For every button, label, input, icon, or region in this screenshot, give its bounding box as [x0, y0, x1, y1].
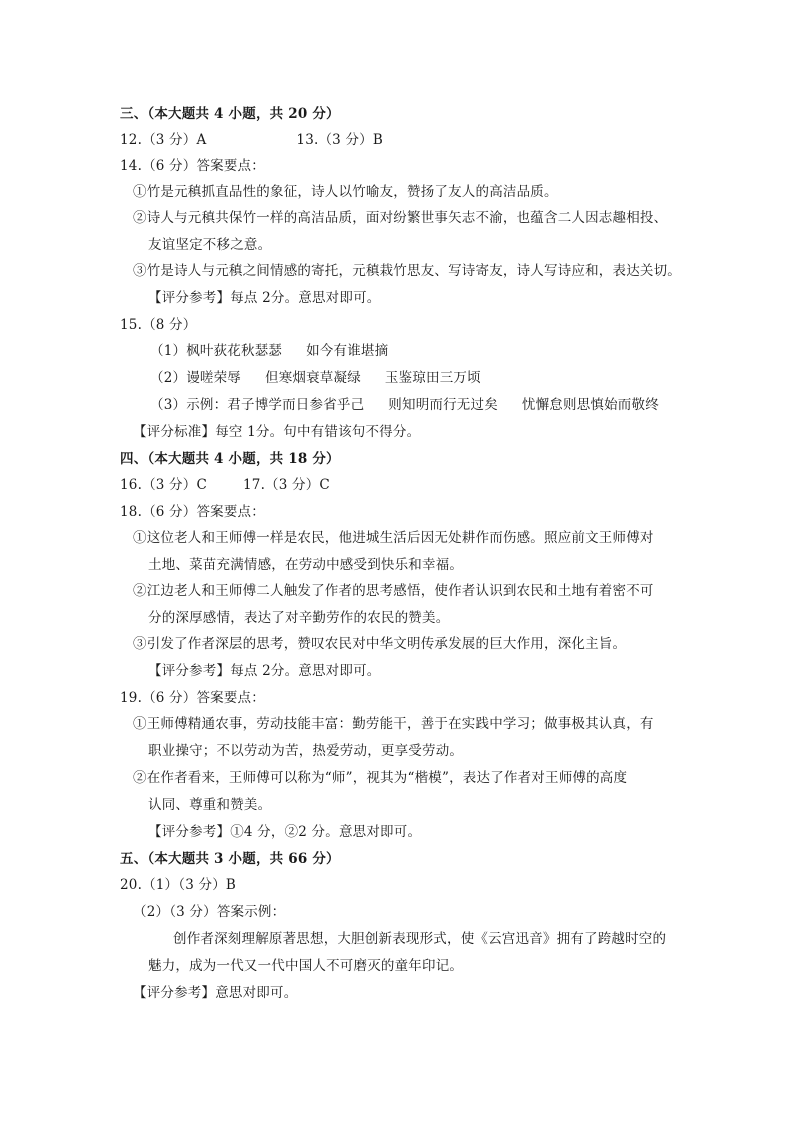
q18-heading: 18.（6 分）答案要点： — [120, 504, 265, 520]
q20-part-2-heading: （2）（3 分）答案示例： — [133, 904, 286, 920]
q15-row-3 — [150, 395, 659, 415]
q15-3-blank-b: 则知明而行无过矣 — [388, 397, 498, 413]
q19-point-1: ①王师傅精通农事，劳动技能丰富：勤劳能干，善于在实践中学习；做事极其认真，有 — [133, 716, 654, 732]
q15-row-1 — [150, 341, 388, 361]
q14-scoring-note: 【评分参考】每点 2分。意思对即可。 — [148, 290, 381, 306]
q20-scoring-note: 【评分参考】意思对即可。 — [133, 985, 298, 1001]
q19-point-2: ②在作者看来，王师傅可以称为“师”，视其为“楷模”，表达了作者对王师傅的高度 — [133, 770, 628, 786]
q18-point-1-cont: 土地、菜苗充满情感，在劳动中感受到快乐和幸福。 — [148, 557, 464, 573]
q15-2-blank-c: 玉鉴琼田三万顷 — [384, 370, 481, 386]
q18-scoring-note: 【评分参考】每点 2分。意思对即可。 — [148, 663, 381, 679]
q14-heading: 14.（6 分）答案要点： — [120, 158, 265, 174]
section-5-heading: 五、（本大题共 3 小题，共 66 分） — [120, 851, 340, 867]
q15-2-blank-b: 但寒烟衰草凝绿 — [265, 370, 361, 386]
q20-answer-line-1: 创作者深刻理解原著思想，大胆创新表现形式，使《云宫迅音》拥有了跨越时空的 — [173, 931, 667, 947]
q18-point-2: ②江边老人和王师傅二人触发了作者的思考感悟，使作者认识到农民和土地有着密不可 — [133, 583, 654, 599]
q19-heading: 19.（6 分）答案要点： — [120, 690, 265, 706]
q16-answer: 16.（3 分）C — [120, 477, 207, 493]
q15-1-blank-b: 如今有谁堪摘 — [306, 343, 389, 359]
q19-point-2-cont: 认同、尊重和赞美。 — [148, 797, 272, 813]
section-3-heading: 三、（本大题共 4 小题，共 20 分） — [120, 106, 340, 122]
q18-point-2-cont: 分的深厚感情，表达了对辛勤劳作的农民的赞美。 — [148, 610, 450, 626]
q15-row-2 — [150, 368, 481, 388]
q15-3-blank-c: 忧懈怠则思慎始而敬终 — [521, 397, 659, 413]
q18-point-3: ③引发了作者深层的思考，赞叹农民对中华文明传承发展的巨大作用，深化主旨。 — [133, 636, 627, 652]
q18-point-1: ①这位老人和王师傅一样是农民，他进城生活后因无处耕作而伤感。照应前文王师傅对 — [133, 530, 654, 546]
q16-17-answers — [120, 475, 330, 495]
q15-scoring-note: 【评分标准】每空 1分。句中有错该句不得分。 — [133, 424, 421, 440]
q12-13-answers — [120, 130, 383, 150]
q15-1-blank-a: （1）枫叶荻花秋瑟瑟 — [150, 343, 283, 359]
q15-heading: 15.（8 分） — [120, 317, 197, 333]
q17-answer: 17.（3 分）C — [242, 477, 330, 493]
q15-3-blank-a: （3）示例：君子博学而日参省乎己 — [150, 397, 365, 413]
q19-point-1-cont: 职业操守；不以劳动为苦，热爱劳动，更享受劳动。 — [148, 743, 464, 759]
q12-answer: 12.（3 分）A — [120, 132, 207, 148]
q20-part-1: 20.（1）（3 分）B — [120, 877, 237, 893]
q14-point-2-cont: 友谊坚定不移之意。 — [148, 237, 272, 253]
q15-2-blank-a: （2）谩嗟荣辱 — [150, 370, 241, 386]
q13-answer: 13.（3 分）B — [296, 132, 383, 148]
section-4-heading: 四、（本大题共 4 小题，共 18 分） — [120, 451, 340, 467]
q19-scoring-note: 【评分参考】①4 分，②2 分。意思对即可。 — [148, 824, 422, 840]
q14-point-1: ①竹是元稹抓直品性的象征，诗人以竹喻友，赞扬了友人的高洁品质。 — [133, 184, 558, 200]
q14-point-3: ③竹是诗人与元稹之间情感的寄托，元稹栽竹思友、写诗寄友，诗人写诗应和，表达关切。 — [133, 263, 681, 279]
q14-point-2: ②诗人与元稹共保竹一样的高洁品质，面对纷繁世事矢志不渝，也蕴含二人因志趣相投、 — [133, 210, 668, 226]
q20-answer-line-2: 魅力，成为一代又一代中国人不可磨灭的童年印记。 — [148, 958, 464, 974]
